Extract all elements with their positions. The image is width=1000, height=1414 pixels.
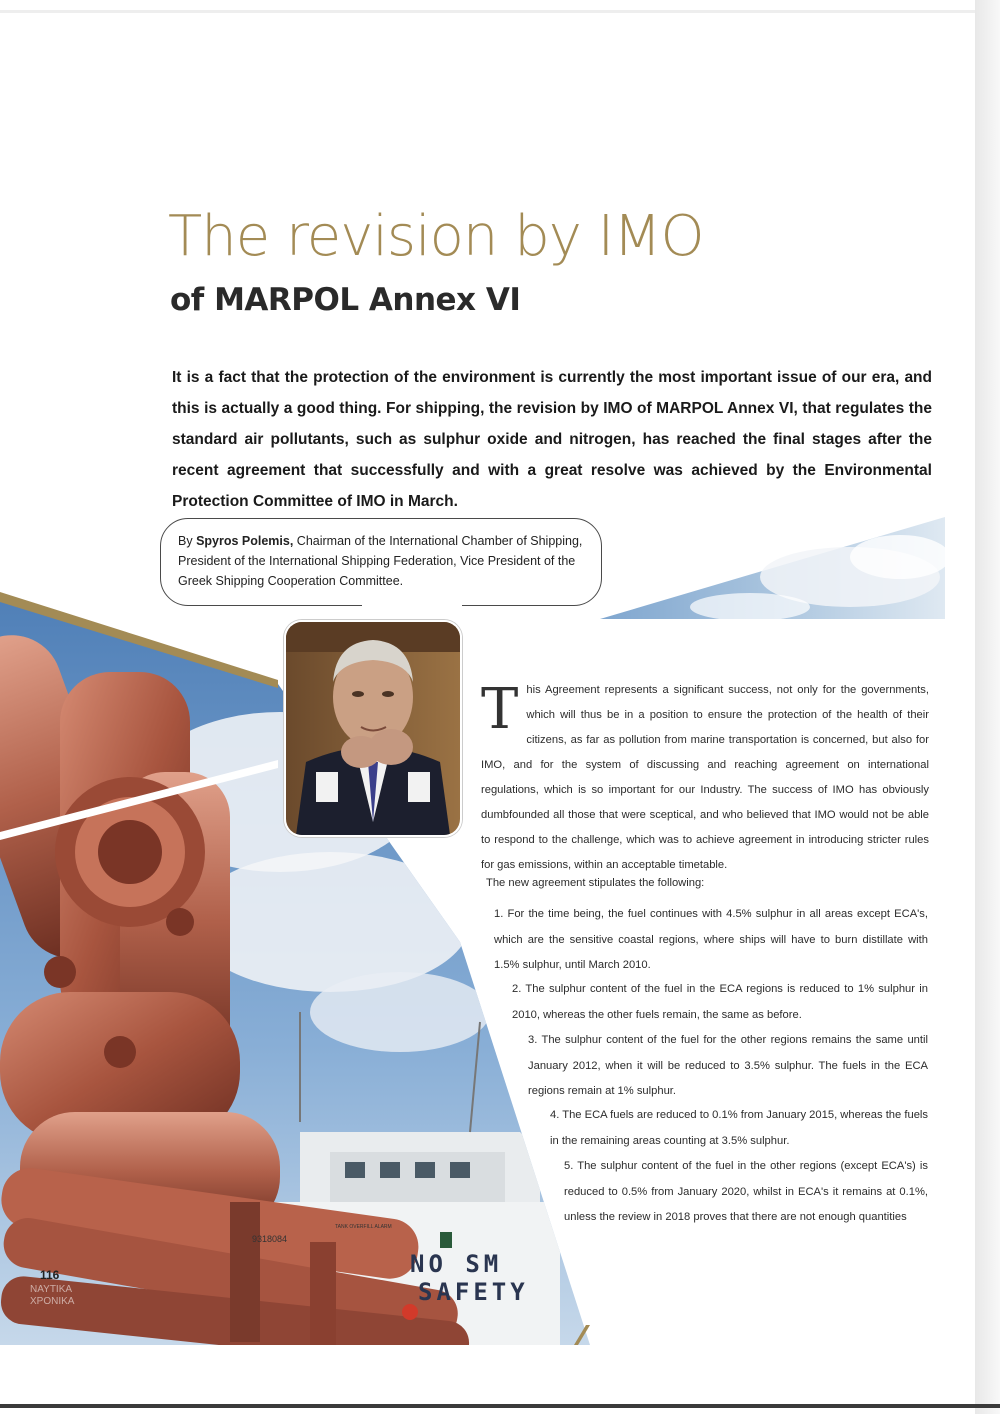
body-paragraph-1: his Agreement represents a significant success, not only for the governments, which will thus be in a position to ensure the protection of the health of their citizens, as far as pollution from marine transportation is concerned, but also for IMO, and for the system of discussing and reaching agreement on international regulations, which is so important for our Industry. The success of IMO has obviously dumbfounded all those that were sceptical, and who believed that IMO would not be able to respond to the challenge, which was to achieve agreement in introducing stricter rules for gas emissions, within an acceptable timetable. (481, 684, 929, 871)
magazine-logo-line-2: ΧΡΟΝΙΚΑ (30, 1296, 75, 1307)
byline-author: Spyros Polemis, (196, 534, 294, 548)
article-title: The revision by IMO (168, 204, 704, 269)
list-item-4: 4. The ECA fuels are reduced to 0.1% from January 2015, whereas the fuels in the remaining areas counting at 3.5% sulphur. (550, 1109, 928, 1147)
magazine-logo (30, 1284, 74, 1308)
author-portrait (284, 620, 462, 837)
list-item-1: 1. For the time being, the fuel continues with 4.5% sulphur in all areas except ECA's, which are the sensitive coastal regions, where ships will have to burn distillate with 1.5% sulphur, until March 2010. (494, 908, 928, 971)
byline (178, 531, 588, 591)
ship-sign-line-2: SAFETY (418, 1278, 529, 1306)
page-bottom-rule (0, 1404, 1000, 1408)
byline-prefix: By (178, 534, 197, 548)
article-subtitle: of MARPOL Annex VI (170, 282, 521, 318)
page-number: 116 (40, 1268, 60, 1282)
magazine-logo-line-1: ΝΑΥΤΙΚΑ (30, 1284, 73, 1295)
byline-roles: Chairman of the International Chamber of Shipping, President of the International Shipping Federation, Vice President of the Greek Shipping Cooperation Committee. (178, 534, 583, 588)
article-body (481, 678, 929, 878)
sky-strip-image (600, 517, 945, 619)
page-top-edge (0, 10, 1000, 13)
ship-id-text: 9318084 (252, 1234, 288, 1244)
list-item-2: 2. The sulphur content of the fuel in the ECA regions is reduced to 1% sulphur in 2010, whereas the other fuels remain, the same as before. (512, 983, 928, 1021)
article-intro: It is a fact that the protection of the environment is currently the most important issue of our era, and this is actually a good thing. For shipping, the revision by IMO of MARPOL Annex VI, that regulates the standard air pollutants, such as sulphur oxide and nitrogen, has reached the final stages after the recent agreement that successfully and with a great resolve was achieved by the Environmental Protection Committee of IMO in March. (172, 369, 932, 510)
drop-cap: T (481, 677, 519, 742)
tank-alarm-text: TANK OVERFILL ALARM (335, 1224, 392, 1230)
list-intro: The new agreement stipulates the following: (486, 877, 705, 889)
list-item-5: 5. The sulphur content of the fuel in the other regions (except ECA's) is reduced to 0.5% from January 2020, whilst in ECA's it remains at 0.1%, unless the review in 2018 proves that there are not enough quantities (564, 1160, 928, 1223)
page-fold-shadow (975, 0, 1000, 1414)
ship-sign-line-1: NO SM (410, 1250, 503, 1278)
list-item-3: 3. The sulphur content of the fuel for the other regions remains the same until January 2012, when it will be reduced to 3.5% sulphur. The fuels in the ECA regions remain at 1% sulphur. (528, 1034, 928, 1097)
